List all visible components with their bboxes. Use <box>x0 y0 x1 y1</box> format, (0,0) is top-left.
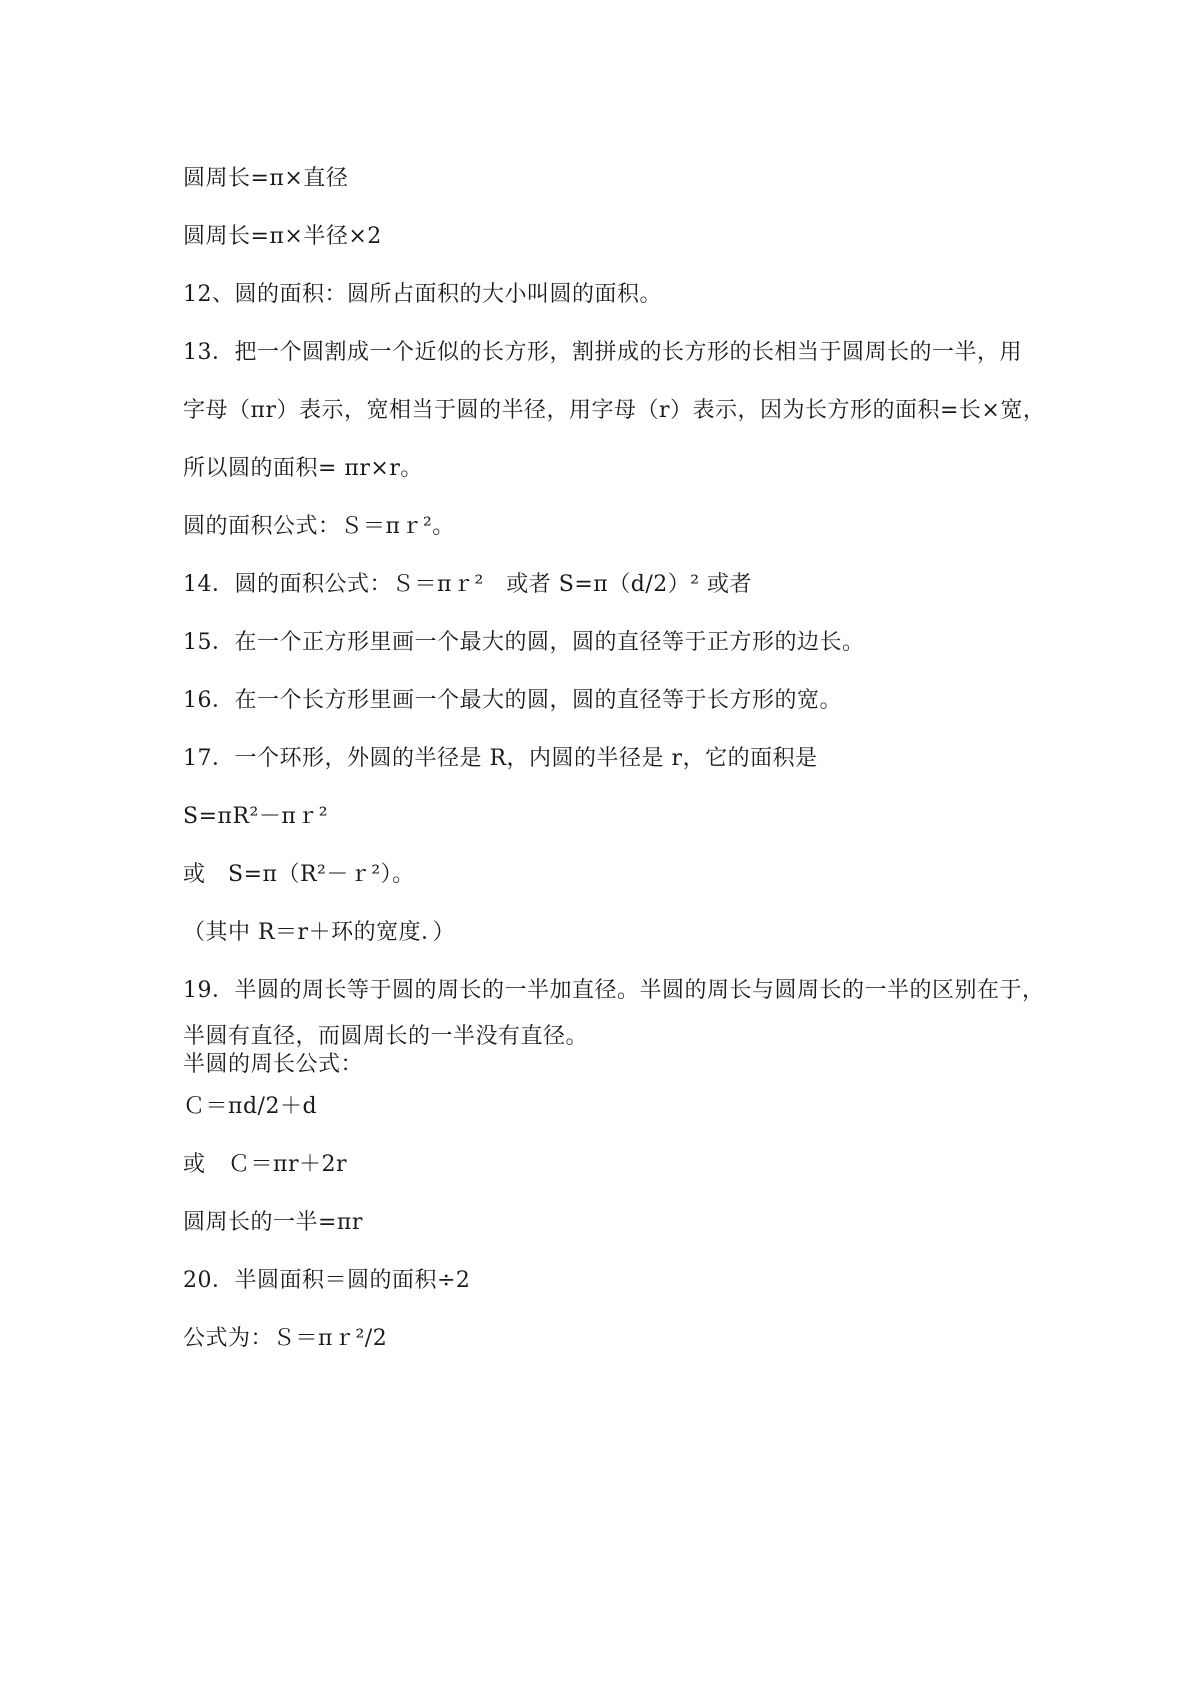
text-line-5: 字母（πr）表示，宽相当于圆的半径，用字母（r）表示，因为长方形的面积=长×宽， <box>183 398 1046 423</box>
text-line-21: 20．半圆面积＝圆的面积÷2 <box>183 1268 471 1293</box>
text-line-20: 圆周长的一半=πr <box>183 1210 363 1235</box>
text-line-1: 圆周长=π×直径 <box>183 166 349 191</box>
text-line-10: 16．在一个长方形里画一个最大的圆，圆的直径等于长方形的宽。 <box>183 688 842 713</box>
text-line-7: 圆的面积公式：Ｓ＝πｒ²。 <box>183 514 455 539</box>
text-line-2: 圆周长=π×半径×2 <box>183 224 382 249</box>
text-line-11: 17．一个环形，外圆的半径是 R，内圆的半径是 r，它的面积是 <box>183 746 818 771</box>
text-line-17: 半圆的周长公式： <box>183 1052 364 1077</box>
text-line-6: 所以圆的面积= πr×r。 <box>183 456 423 481</box>
text-line-19: 或 Ｃ＝πr＋2r <box>183 1152 347 1177</box>
text-line-13: 或 S=π（R²－ｒ²）。 <box>183 862 415 887</box>
text-line-16: 半圆有直径，而圆周长的一半没有直径。 <box>183 1024 589 1049</box>
text-line-3: 12、圆的面积：圆所占面积的大小叫圆的面积。 <box>183 282 662 307</box>
text-line-18: Ｃ＝πd/2＋d <box>183 1094 318 1119</box>
text-line-22: 公式为：Ｓ＝πｒ²/2 <box>183 1326 388 1351</box>
text-line-9: 15．在一个正方形里画一个最大的圆，圆的直径等于正方形的边长。 <box>183 630 865 655</box>
text-line-4: 13．把一个圆割成一个近似的长方形，割拼成的长方形的长相当于圆周长的一半，用 <box>183 340 1022 365</box>
text-line-14: （其中 R＝r＋环的宽度．） <box>183 920 456 945</box>
text-line-12: S=πR²－πｒ² <box>183 804 329 829</box>
text-line-8: 14．圆的面积公式：Ｓ＝πｒ² 或者 S=π（d/2）² 或者 <box>183 572 753 597</box>
text-line-15: 19．半圆的周长等于圆的周长的一半加直径。半圆的周长与圆周长的一半的区别在于， <box>183 978 1045 1003</box>
